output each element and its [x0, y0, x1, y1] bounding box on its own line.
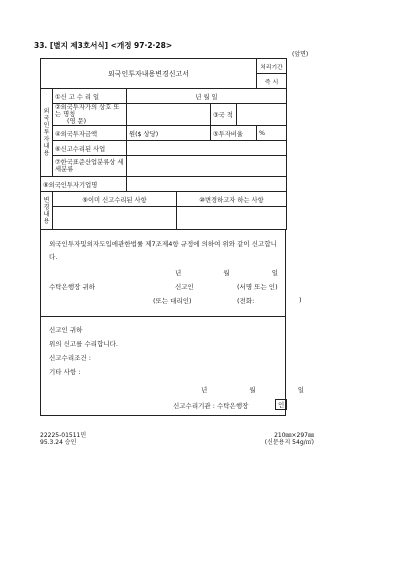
investment-ratio-label: ⑤투자비율	[211, 126, 257, 141]
form-header-title: 33. [별지 제3호서식] <개정 97·2·28>	[34, 41, 173, 50]
report-acceptance-date-label: ①신 고 수 리 일	[53, 89, 127, 104]
receipt-authority-label: 신고수리기관 : 수탁은행장	[173, 402, 249, 410]
receipt-to-label: 신고인 귀하	[49, 326, 83, 334]
form-code: 22225-01511민	[40, 432, 87, 439]
applicant-label: 신고인	[175, 283, 194, 291]
industry-classification-label: ⑦한국표준산업분류상 세세분류	[53, 156, 127, 177]
recipient-bank-label: 수탁은행장 귀하	[49, 283, 96, 291]
investment-content-section-label: 외국인투자내용	[41, 89, 53, 177]
company-name-label: ⑧외국인투자기업명	[41, 177, 127, 192]
applicant-signature-label[interactable]: (서명 또는 인)	[237, 283, 278, 291]
processing-period-value: 즉 시	[257, 74, 287, 89]
investment-ratio-field[interactable]: %	[257, 126, 287, 141]
investment-amount-field[interactable]: 원($ 상당)	[127, 126, 211, 141]
processing-period-label: 처리기간	[257, 59, 287, 74]
declaration-statement: 외국인투자및외자도입에관한법률 제7조제4항 규정에 의하여 위와 같이 신고합니다.	[49, 240, 277, 261]
phone-close: )	[299, 296, 302, 304]
paper-type: (신문용지 54g/㎡)	[264, 439, 314, 446]
proxy-label: (또는 대리인)	[153, 297, 192, 305]
receipt-other-label: 기타 사항 :	[49, 368, 81, 376]
receipt-accept-text: 위의 신고를 수리합니다.	[49, 340, 118, 348]
requested-change-items-header: ⑩변경하고자 하는 사항	[177, 192, 287, 207]
receipt-date: 년 월 일	[201, 386, 324, 394]
investor-name-label: ②외국투자가의 상호 또는 명칭 (영 문)	[53, 104, 127, 126]
approved-business-label: ⑥신고수리된 사업	[53, 141, 127, 156]
receipt-condition-label: 신고수리조건 :	[49, 354, 91, 362]
declaration-box	[40, 229, 302, 317]
report-form-table	[40, 58, 287, 230]
investment-amount-label: ④외국투자금액	[53, 126, 127, 141]
prior-approved-items-field[interactable]	[53, 207, 177, 230]
industry-classification-field[interactable]	[127, 156, 287, 177]
investor-name-field[interactable]	[127, 104, 211, 126]
requested-change-items-field[interactable]	[177, 207, 287, 230]
form-approval-date: 95.3.24 승인	[40, 439, 77, 446]
receipt-seal-box: 인	[275, 399, 287, 410]
approved-business-field[interactable]	[127, 141, 287, 156]
form-title: 외국인투자내용변경신고서	[41, 59, 257, 89]
company-name-field[interactable]	[127, 177, 287, 192]
report-acceptance-date-field[interactable]: 년 월 일	[127, 89, 287, 104]
prior-approved-items-header: ⑨이미 신고수리된 사항	[53, 192, 177, 207]
nationality-field[interactable]	[237, 104, 287, 126]
front-side-label: (앞면)	[292, 51, 309, 58]
receipt-box	[40, 315, 324, 416]
declaration-date: 년 월 일	[175, 269, 298, 277]
change-content-section-label: 변경내용	[41, 192, 53, 230]
phone-label: (전화:	[237, 297, 255, 305]
paper-size: 210㎜×297㎜	[274, 432, 314, 439]
nationality-label: ③국 적	[211, 104, 237, 126]
